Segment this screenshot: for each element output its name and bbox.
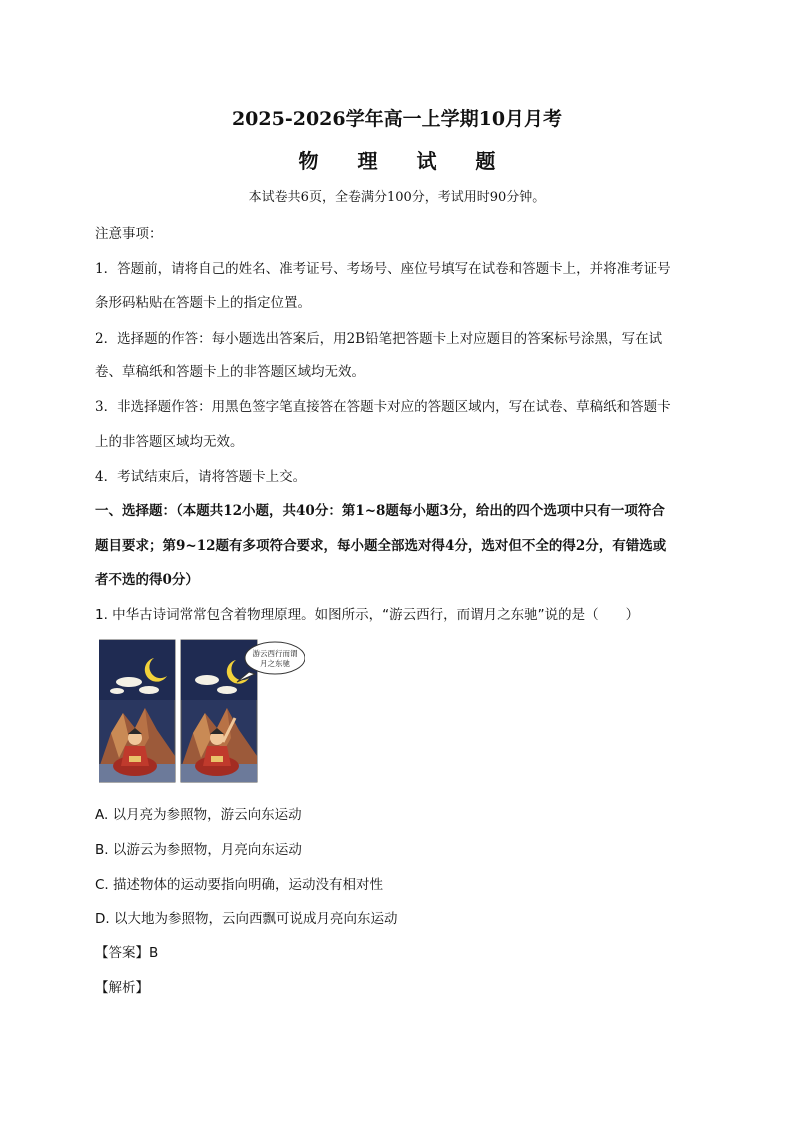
note-1-line-1: 1．答题前，请将自己的姓名、准考证号、考场号、座位号填写在试卷和答题卡上，并将准考证号 bbox=[95, 261, 671, 277]
cloud-icon bbox=[217, 686, 237, 694]
speech-text-line-2: 月之东驰 bbox=[260, 659, 290, 668]
analysis-label: 【解析】 bbox=[95, 980, 149, 996]
section-1-line-2: 题目要求；第9~12题有多项符合要求，每小题全部选对得4分，选对但不全的得2分，有错选或 bbox=[95, 538, 667, 554]
exam-subject: 物 理 试 题 bbox=[298, 149, 512, 173]
note-1-line-2: 条形码粘贴在答题卡上的指定位置。 bbox=[95, 295, 311, 311]
note-2-line-1: 2．选择题的作答：每小题选出答案后，用2B铅笔把答题卡上对应题目的答案标号涂黑，写在试 bbox=[95, 331, 663, 347]
note-3-line-2: 上的非答题区域均无效。 bbox=[95, 434, 244, 450]
question-1-illustration bbox=[99, 638, 305, 784]
exam-title: 2025-2026学年高一上学期10月月考 bbox=[231, 108, 563, 130]
cloud-icon bbox=[110, 688, 124, 694]
option-d: D. 以大地为参照物，云向西飘可说成月亮向东运动 bbox=[95, 911, 398, 927]
section-1-line-1: 一、选择题：（本题共12小题，共40分：第1~8题每小题3分，给出的四个选项中只有一项符合 bbox=[95, 503, 665, 519]
cloud-icon bbox=[195, 675, 219, 685]
section-1-line-3: 者不选的得0分） bbox=[95, 572, 199, 588]
exam-info: 本试卷共6页，全卷满分100分，考试用时90分钟。 bbox=[248, 190, 546, 205]
note-3-line-1: 3．非选择题作答：用黑色签字笔直接答在答题卡对应的答题区域内，写在试卷、草稿纸和答题卡 bbox=[95, 399, 671, 415]
question-1-stem: 1. 中华古诗词常常包含着物理原理。如图所示，“游云西行，而谓月之东驰”说的是（ ） bbox=[95, 607, 640, 623]
note-2-line-2: 卷、草稿纸和答题卡上的非答题区域均无效。 bbox=[95, 364, 365, 380]
option-c: C. 描述物体的运动要指向明确，运动没有相对性 bbox=[95, 877, 384, 893]
note-4: 4．考试结束后，请将答题卡上交。 bbox=[95, 469, 307, 485]
notes-heading: 注意事项： bbox=[95, 226, 163, 242]
option-b: B. 以游云为参照物，月亮向东运动 bbox=[95, 842, 302, 858]
left-panel bbox=[99, 640, 175, 782]
option-a: A. 以月亮为参照物，游云向东运动 bbox=[95, 807, 302, 823]
answer-label: 【答案】B bbox=[95, 945, 159, 961]
cloud-icon bbox=[139, 686, 159, 694]
cloud-icon bbox=[116, 677, 142, 687]
speech-text-line-1: 游云西行而谓 bbox=[252, 649, 298, 658]
